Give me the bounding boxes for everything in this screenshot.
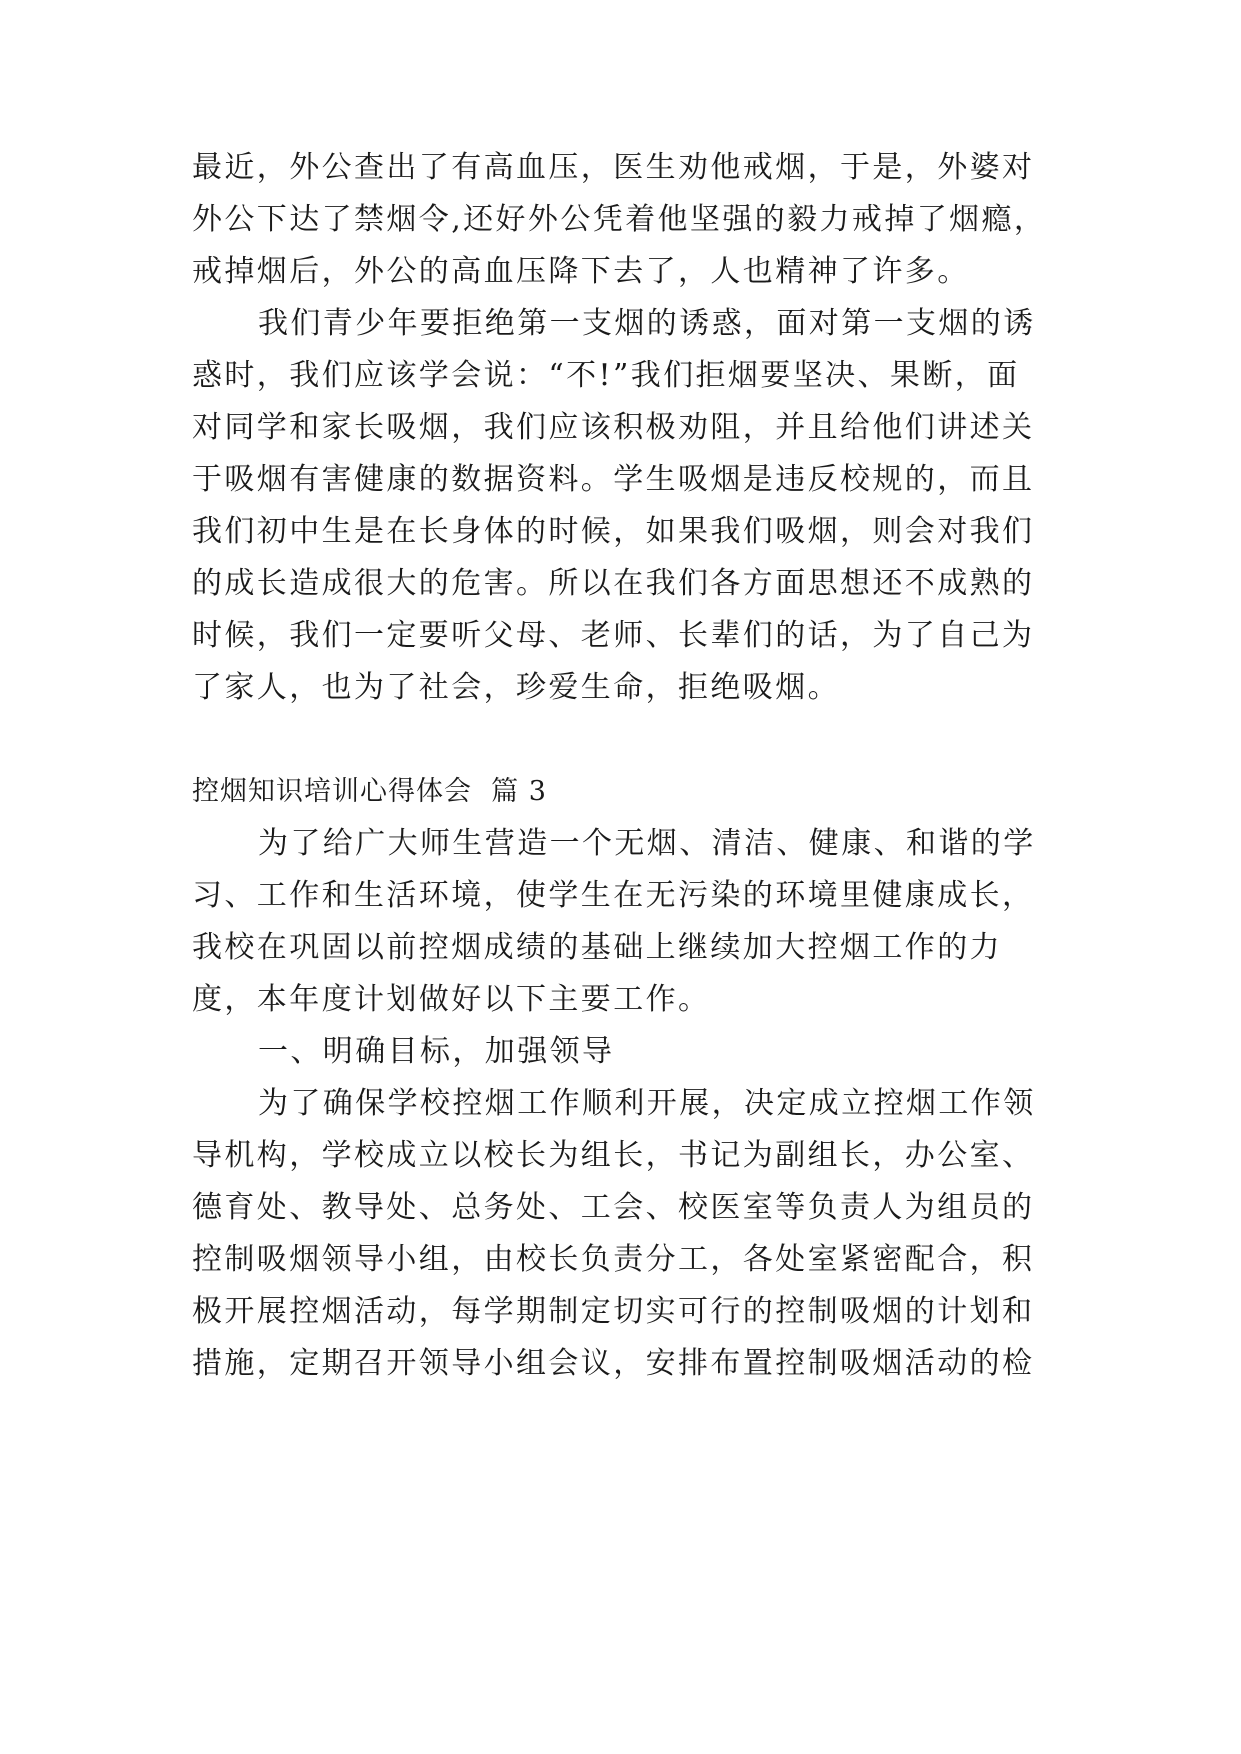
paragraph-line: 为了确保学校控烟工作顺利开展，决定成立控烟工作领 bbox=[258, 1086, 1036, 1121]
paragraph-line: 对同学和家长吸烟，我们应该积极劝阻，并且给他们讲述关 bbox=[192, 410, 1035, 445]
paragraph-line: 我校在巩固以前控烟成绩的基础上继续加大控烟工作的力 bbox=[192, 930, 1002, 965]
paragraph-line: 的成长造成很大的危害。所以在我们各方面思想还不成熟的 bbox=[192, 566, 1035, 601]
paragraph-line: 我们青少年要拒绝第一支烟的诱惑，面对第一支烟的诱 bbox=[258, 306, 1036, 341]
paragraph-line: 最近，外公查出了有高血压，医生劝他戒烟，于是，外婆对 bbox=[192, 150, 1035, 185]
paragraph-line: 戒掉烟后，外公的高血压降下去了，人也精神了许多。 bbox=[192, 254, 970, 289]
paragraph-line: 度，本年度计划做好以下主要工作。 bbox=[192, 982, 711, 1017]
section-heading: 控烟知识培训心得体会 篇 3 bbox=[192, 776, 547, 807]
paragraph-line: 控制吸烟领导小组，由校长负责分工，各处室紧密配合，积 bbox=[192, 1242, 1035, 1277]
paragraph-line: 德育处、教导处、总务处、工会、校医室等负责人为组员的 bbox=[192, 1190, 1035, 1225]
paragraph-line: 习、工作和生活环境，使学生在无污染的环境里健康成长， bbox=[192, 878, 1035, 913]
paragraph-line: 外公下达了禁烟令,还好外公凭着他坚强的毅力戒掉了烟瘾， bbox=[192, 202, 1047, 237]
paragraph-line: 导机构，学校成立以校长为组长，书记为副组长，办公室、 bbox=[192, 1138, 1035, 1173]
paragraph-line: 惑时，我们应该学会说：“不!”我们拒烟要坚决、果断，面 bbox=[192, 358, 1020, 393]
subsection-title: 一、明确目标，加强领导 bbox=[258, 1034, 615, 1069]
paragraph-line: 时候，我们一定要听父母、老师、长辈们的话，为了自己为 bbox=[192, 618, 1035, 653]
paragraph-line: 了家人，也为了社会，珍爱生命，拒绝吸烟。 bbox=[192, 670, 840, 705]
paragraph-line: 于吸烟有害健康的数据资料。学生吸烟是违反校规的，而且 bbox=[192, 462, 1035, 497]
paragraph-line: 措施，定期召开领导小组会议，安排布置控制吸烟活动的检 bbox=[192, 1346, 1035, 1381]
paragraph-line: 为了给广大师生营造一个无烟、清洁、健康、和谐的学 bbox=[258, 826, 1036, 861]
paragraph-line: 极开展控烟活动，每学期制定切实可行的控制吸烟的计划和 bbox=[192, 1294, 1035, 1329]
paragraph-line: 我们初中生是在长身体的时候，如果我们吸烟，则会对我们 bbox=[192, 514, 1035, 549]
